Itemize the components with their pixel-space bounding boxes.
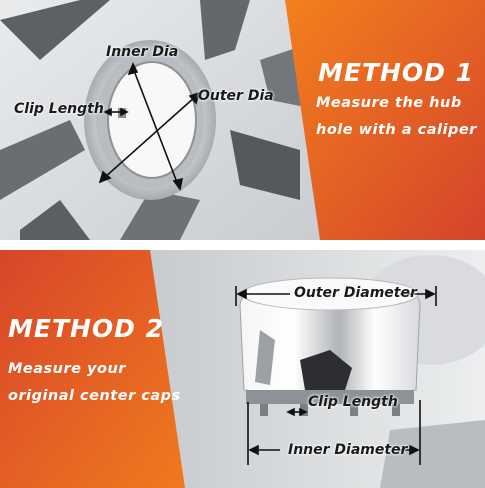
method-2-desc-line2: original center caps xyxy=(8,388,181,404)
method-1-panel xyxy=(0,0,485,240)
outer-dia-label: Outer Dia xyxy=(198,88,274,104)
method-1-desc-line2: hole with a caliper xyxy=(316,122,477,138)
clip-length-label: Clip Length xyxy=(14,101,104,117)
method-2-title: METHOD 2 xyxy=(8,314,165,343)
inner-dia-label: Inner Dia xyxy=(106,44,179,60)
outer-diameter-label: Outer Diameter xyxy=(294,285,417,301)
clip-length-label: Clip Length xyxy=(308,394,398,410)
method-2-desc-line1: Measure your xyxy=(8,361,126,377)
method-2-panel xyxy=(0,250,485,488)
method-1-desc-line1: Measure the hub xyxy=(316,95,462,111)
inner-diameter-label: Inner Diameter xyxy=(288,442,408,458)
method-1-title: METHOD 1 xyxy=(318,58,475,87)
